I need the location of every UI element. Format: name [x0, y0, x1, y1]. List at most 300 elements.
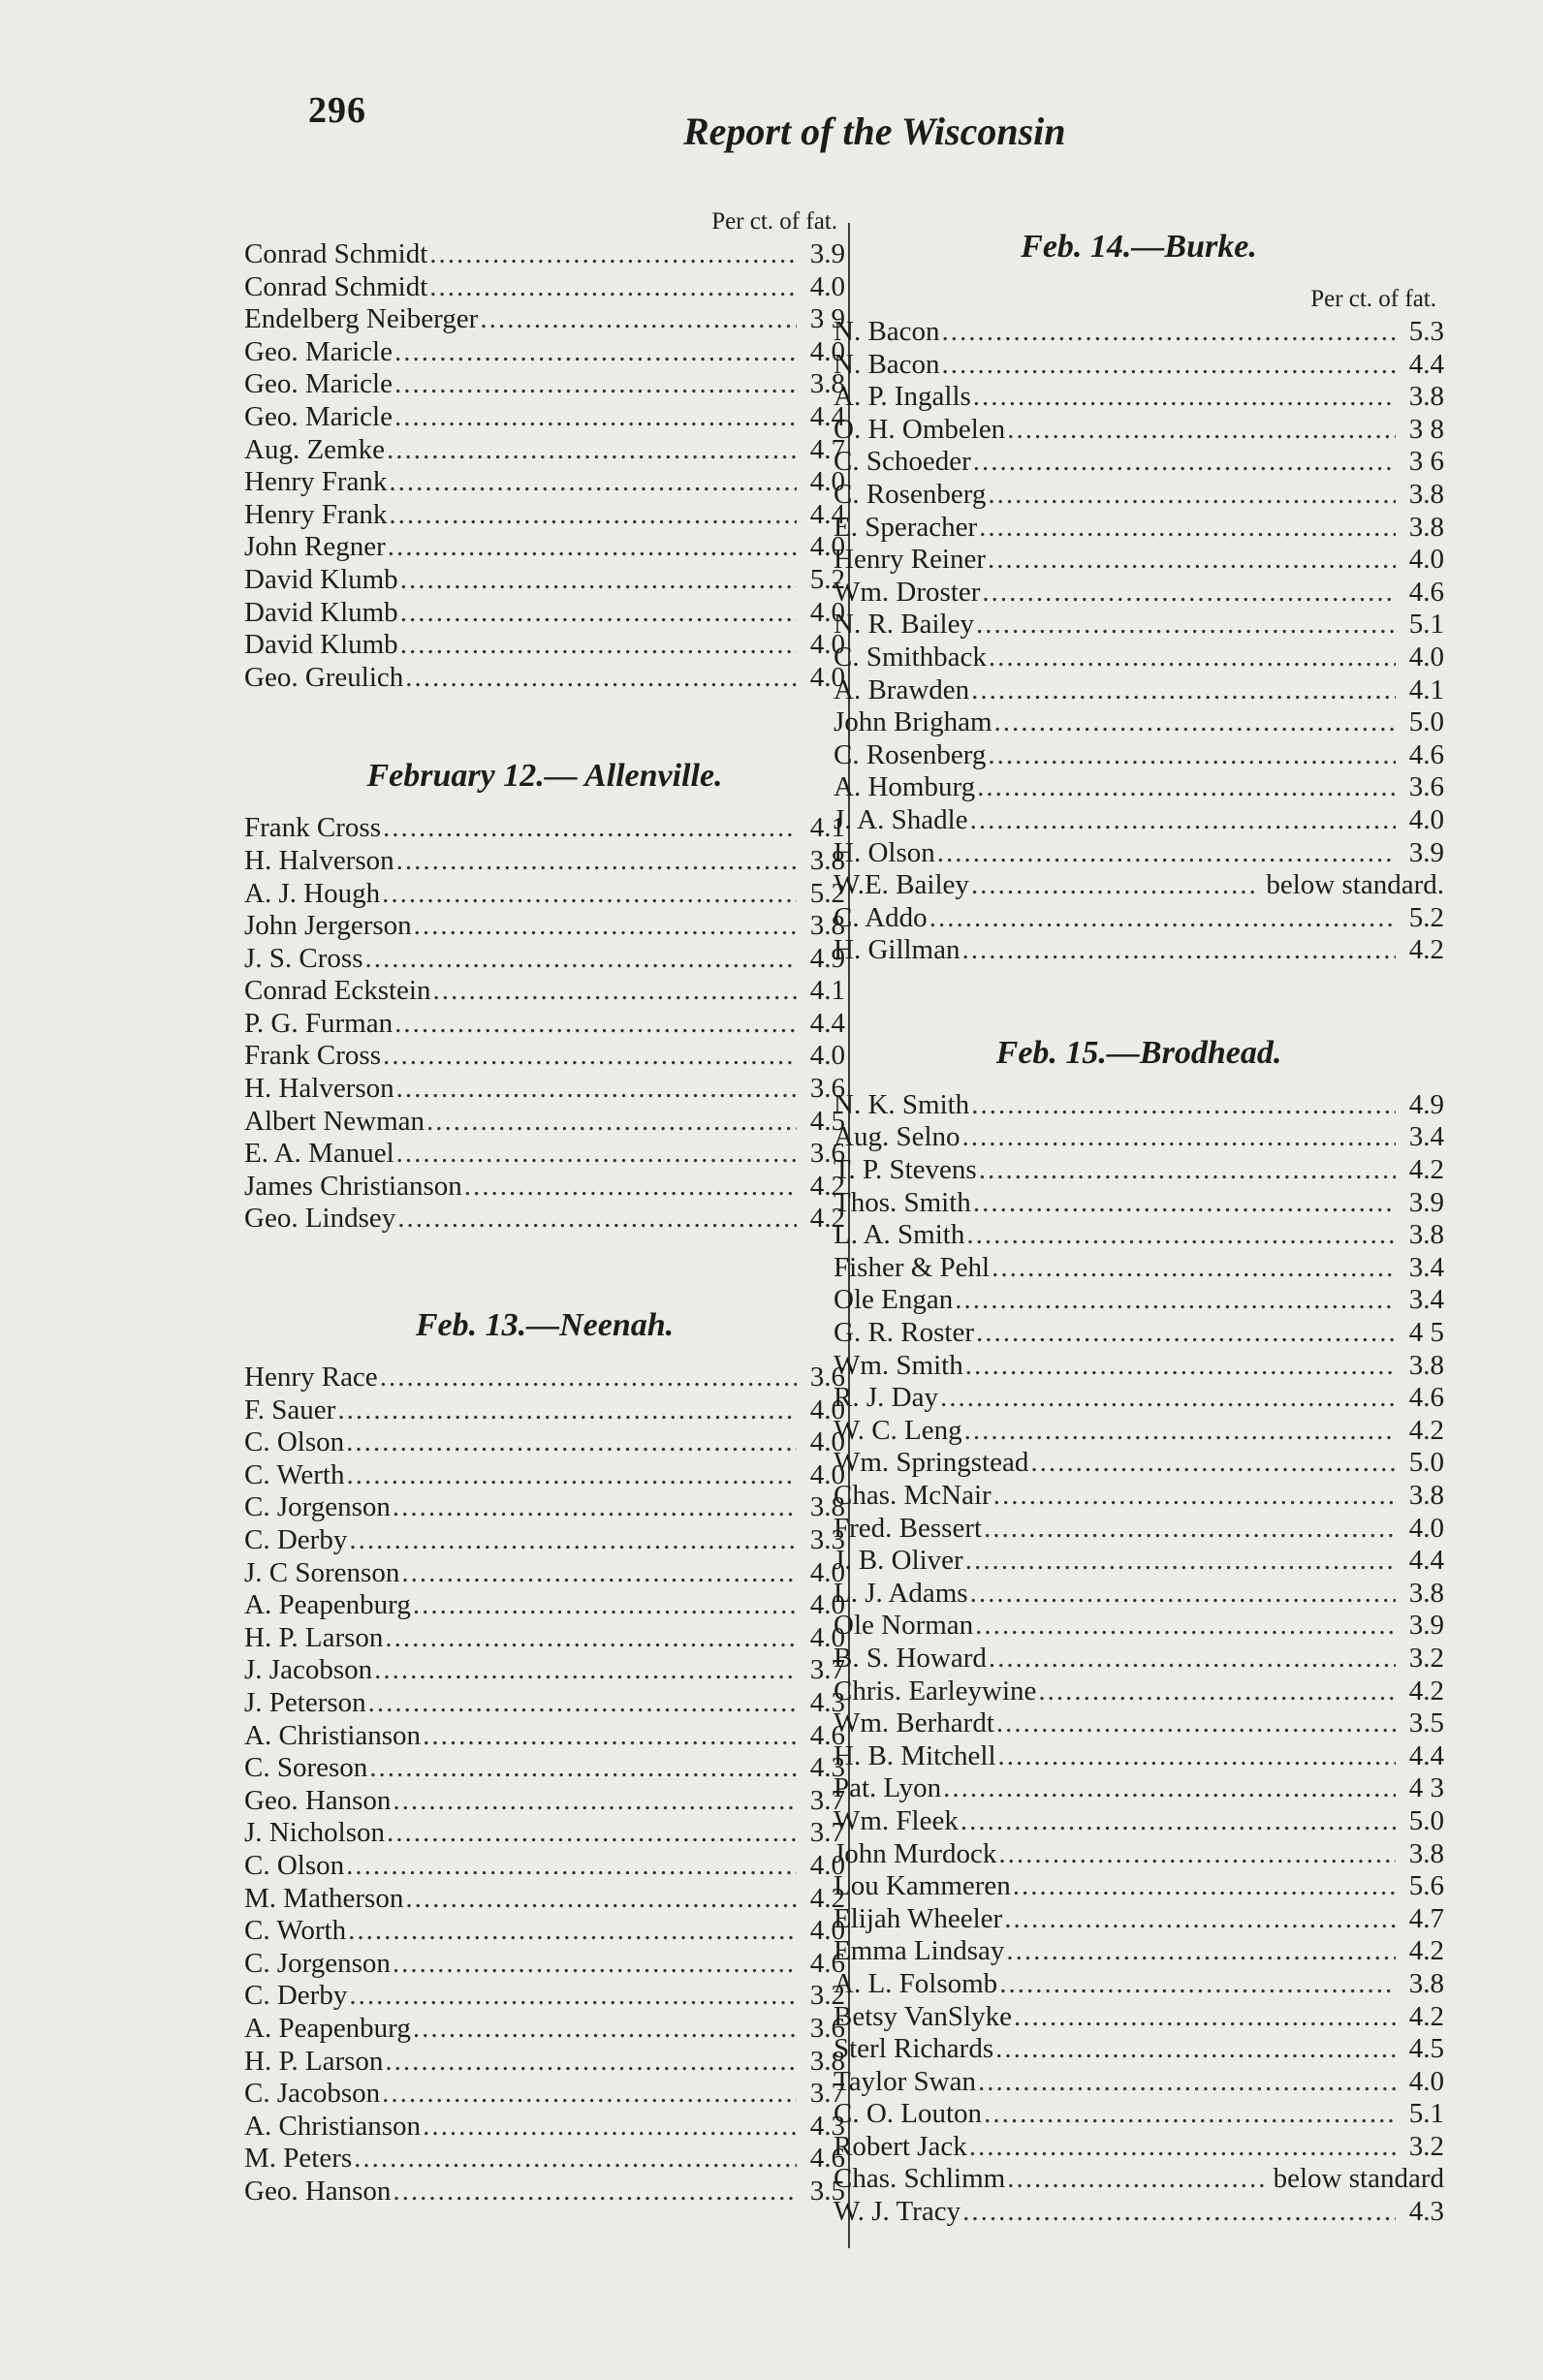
table-row: [244, 1915, 845, 1948]
fat-percentage: 4.7: [809, 433, 845, 465]
patron-name: Chas. McNair: [834, 1480, 992, 1511]
dot-leader: [397, 1203, 797, 1236]
table-row: [244, 434, 845, 467]
fat-percentage: 5.3: [1408, 316, 1444, 347]
table-row: [244, 336, 845, 369]
dot-leader: [423, 2111, 797, 2144]
fat-percentage: below standard: [1273, 2163, 1444, 2195]
table-row: [244, 1040, 845, 1073]
patron-name: Lou Kammeren: [834, 1870, 1011, 1902]
table-row: [834, 1513, 1444, 1546]
fat-percentage: 4.6: [809, 2143, 845, 2175]
left-column: [244, 205, 845, 2208]
dot-leader: [1030, 1447, 1396, 1480]
dot-leader: [973, 1187, 1396, 1220]
fat-percentage: 3.9: [1408, 1186, 1444, 1218]
dot-leader: [998, 1740, 1396, 1773]
patron-name: John Brigham: [834, 706, 992, 738]
table-row: [244, 1557, 845, 1590]
fat-percentage: 3.8: [809, 910, 845, 942]
table-row: [244, 271, 845, 304]
fat-percentage: 3.8: [809, 2045, 845, 2077]
table-row: [244, 401, 845, 434]
table-row: [244, 1362, 845, 1394]
fat-percentage: 4.0: [809, 531, 845, 563]
fat-percentage: 3.8: [1408, 1480, 1444, 1511]
table-row: [834, 381, 1444, 414]
fat-percentage: 3.8: [1408, 1967, 1444, 1999]
fat-percentage: 4.2: [1408, 1154, 1444, 1186]
dot-leader: [965, 1350, 1396, 1383]
table-row: [244, 238, 845, 271]
table-row: [244, 2013, 845, 2046]
dot-leader: [368, 1687, 797, 1720]
fat-percentage: 3.7: [809, 1817, 845, 1849]
dot-leader: [385, 1622, 797, 1655]
patron-name: Geo. Maricle: [244, 368, 393, 400]
fat-percentage: 5.6: [1408, 1870, 1444, 1902]
patron-name: M. Matherson: [244, 1882, 404, 1914]
table-row: [244, 2111, 845, 2144]
dot-leader: [965, 1545, 1396, 1578]
dot-leader: [940, 1382, 1396, 1415]
table-row: [834, 1154, 1444, 1187]
allenville-list: [244, 812, 845, 1236]
fat-percentage: 4.0: [809, 629, 845, 661]
fat-percentage: 4.6: [809, 1947, 845, 1979]
patron-name: Henry Race: [244, 1362, 378, 1394]
table-row: [834, 609, 1444, 642]
dot-leader: [969, 2131, 1396, 2164]
table-row: [244, 943, 845, 976]
fat-percentage: 4.6: [1408, 1382, 1444, 1414]
patron-name: Geo. Greulich: [244, 661, 404, 693]
table-row: [244, 1752, 845, 1785]
patron-name: Ole Engan: [834, 1284, 954, 1316]
patron-name: J. B. Oliver: [834, 1545, 963, 1577]
table-row: [244, 1073, 845, 1106]
patron-name: J. C Sorenson: [244, 1556, 400, 1588]
dot-leader: [943, 1772, 1396, 1805]
dot-leader: [964, 1415, 1396, 1448]
patron-name: C. O. Louton: [834, 2098, 983, 2130]
page-number: 296: [308, 90, 366, 131]
right-column: [834, 225, 1444, 2229]
patron-name: J. Nicholson: [244, 1817, 385, 1849]
dot-leader: [1007, 2163, 1267, 2196]
table-row: [834, 1740, 1444, 1773]
table-row: [834, 414, 1444, 447]
patron-name: Taylor Swan: [834, 2065, 976, 2097]
patron-name: James Christianson: [244, 1170, 462, 1202]
dot-leader: [978, 2066, 1396, 2099]
table-row: [834, 1870, 1444, 1903]
table-row: [834, 1284, 1444, 1317]
table-row: [244, 1459, 845, 1492]
fat-percentage: 4.2: [1408, 1675, 1444, 1707]
dot-leader: [387, 1817, 797, 1850]
neenah-list: [244, 1362, 845, 2208]
table-row: [834, 2098, 1444, 2131]
dot-leader: [382, 2078, 797, 2111]
table-row: [244, 845, 845, 878]
dot-leader: [1007, 414, 1396, 447]
dot-leader: [349, 1524, 797, 1557]
dot-leader: [394, 1008, 797, 1041]
fat-percentage: 4.2: [809, 1170, 845, 1202]
dot-leader: [979, 1154, 1396, 1187]
dot-leader: [389, 499, 797, 532]
patron-name: N. R. Bailey: [834, 609, 974, 641]
fat-percentage: 4.6: [809, 1719, 845, 1751]
dot-leader: [383, 812, 797, 845]
table-row: [244, 1524, 845, 1557]
table-row: [244, 1203, 845, 1236]
fat-percentage: 4.2: [1408, 1935, 1444, 1967]
dot-leader: [995, 2033, 1396, 2066]
dot-leader: [962, 1121, 1397, 1154]
fat-percentage: 3.8: [1408, 1837, 1444, 1869]
table-row: [834, 577, 1444, 610]
table-row: [244, 629, 845, 662]
patron-name: C. Rosenberg: [834, 738, 987, 770]
fat-percentage: 3.7: [809, 1654, 845, 1686]
patron-name: H. Halverson: [244, 1073, 394, 1105]
dot-leader: [973, 446, 1396, 479]
fat-percentage: 4.3: [1408, 2196, 1444, 2228]
patron-name: Endelberg Neiberger: [244, 303, 479, 335]
dot-leader: [989, 1643, 1396, 1675]
table-row: [834, 2131, 1444, 2164]
patron-name: Geo. Lindsey: [244, 1203, 396, 1235]
dot-leader: [396, 1138, 797, 1171]
fat-percentage: 3.2: [809, 1980, 845, 2012]
patron-name: Albert Newman: [244, 1105, 425, 1137]
dot-leader: [405, 1883, 797, 1916]
dot-leader: [400, 629, 797, 662]
fat-percentage: 4.0: [1408, 2065, 1444, 2097]
patron-name: H. B. Mitchell: [834, 1739, 996, 1771]
table-row: [834, 1903, 1444, 1936]
dot-leader: [380, 1362, 797, 1394]
patron-name: H. P. Larson: [244, 2045, 384, 2077]
patron-name: R. J. Day: [834, 1382, 938, 1414]
patron-name: John Jergerson: [244, 910, 412, 942]
table-row: [244, 1817, 845, 1850]
fat-percentage: 5.1: [1408, 2098, 1444, 2130]
fat-percentage: 5.0: [1408, 706, 1444, 738]
patron-name: Elijah Wheeler: [834, 1902, 1003, 1934]
patron-name: Emma Lindsay: [834, 1935, 1005, 1967]
patron-name: A. P. Ingalls: [834, 381, 971, 413]
table-row: [244, 2176, 845, 2208]
dot-leader: [994, 706, 1396, 739]
burke-heading: Feb. 14.—Burke.: [1021, 229, 1257, 265]
patron-name: Wm. Smith: [834, 1349, 963, 1381]
table-row: [834, 446, 1444, 479]
dot-leader: [429, 238, 797, 271]
fat-percentage: 3.8: [1408, 511, 1444, 543]
fat-percentage: 3.5: [809, 2175, 845, 2207]
dot-leader: [346, 1426, 797, 1459]
dot-leader: [1014, 2001, 1396, 2034]
patron-name: A. Christianson: [244, 1719, 422, 1751]
fat-percentage: 5.0: [1408, 1804, 1444, 1836]
table-row: [834, 1252, 1444, 1285]
patron-name: O. H. Ombelen: [834, 413, 1006, 445]
dot-leader: [389, 466, 797, 499]
fat-percentage: 3 9: [809, 303, 845, 335]
fat-percentage: 4.2: [809, 1882, 845, 1914]
table-row: [244, 531, 845, 564]
running-title: Report of the Wisconsin: [683, 110, 1066, 153]
fat-percentage: 3.4: [1408, 1251, 1444, 1283]
dot-leader: [989, 642, 1396, 674]
dot-leader: [955, 1284, 1396, 1317]
table-row: [244, 2046, 845, 2079]
table-row: [244, 1394, 845, 1427]
fat-percentage: 4.6: [1408, 738, 1444, 770]
fat-percentage: 3 8: [1408, 413, 1444, 445]
dot-leader: [962, 934, 1397, 967]
table-row: [834, 2033, 1444, 2066]
fat-percentage: 3.8: [1408, 478, 1444, 510]
fat-percentage: 4.1: [809, 812, 845, 844]
dot-leader: [973, 381, 1396, 414]
patron-name: Fred. Bessert: [834, 1512, 983, 1544]
dot-leader: [393, 1948, 797, 1981]
dot-leader: [413, 1589, 797, 1622]
table-row: [834, 674, 1444, 707]
dot-leader: [393, 1491, 797, 1524]
patron-name: W. C. Leng: [834, 1414, 962, 1446]
table-row: [244, 1687, 845, 1720]
dot-leader: [976, 609, 1396, 642]
dot-leader: [394, 401, 797, 434]
table-row: [834, 1219, 1444, 1252]
fat-percentage: 3.7: [809, 2078, 845, 2110]
table-row: [834, 544, 1444, 577]
table-row: [834, 1935, 1444, 1968]
table-row: [244, 1948, 845, 1981]
dot-leader: [400, 564, 797, 597]
fat-percentage: 4.2: [809, 1203, 845, 1235]
fat-percentage: 4.4: [1408, 1545, 1444, 1577]
patron-name: W.E. Bailey: [834, 869, 969, 901]
dot-leader: [396, 845, 797, 878]
table-row: [244, 1106, 845, 1139]
fat-percentage: 3.6: [809, 1073, 845, 1105]
patron-name: A. Peapenburg: [244, 2012, 411, 2044]
dot-leader: [971, 1089, 1396, 1122]
patron-name: Geo. Hanson: [244, 2175, 392, 2207]
patron-name: N. Bacon: [834, 348, 940, 380]
dot-leader: [354, 2143, 797, 2176]
patron-name: M. Peters: [244, 2143, 353, 2175]
patron-name: Wm. Fleek: [834, 1804, 959, 1836]
patron-name: A. Christianson: [244, 2110, 422, 2142]
table-row: [834, 512, 1444, 545]
table-row: [834, 1707, 1444, 1740]
fat-percentage: 4 5: [1408, 1317, 1444, 1349]
patron-name: Henry Reiner: [834, 544, 987, 576]
patron-name: A. J. Hough: [244, 877, 381, 909]
dot-leader: [349, 1980, 797, 2013]
dot-leader: [1006, 1935, 1396, 1968]
fat-percentage: 3.9: [1408, 836, 1444, 868]
fat-percentage: 3.7: [809, 1784, 845, 1816]
fat-percentage: 3.3: [809, 1524, 845, 1555]
dot-leader: [970, 1578, 1396, 1611]
dot-leader: [998, 1838, 1396, 1871]
dot-leader: [432, 975, 797, 1008]
fat-percentage: 3.6: [809, 2012, 845, 2044]
fat-percentage: 4.0: [1408, 1512, 1444, 1544]
dot-leader: [374, 1654, 797, 1687]
brodhead-list: [834, 1089, 1444, 2229]
fat-percentage: 4.0: [1408, 544, 1444, 576]
dot-leader: [942, 349, 1396, 382]
fat-percentage: 3.8: [809, 368, 845, 400]
dot-leader: [984, 2098, 1396, 2131]
dot-leader: [369, 1752, 797, 1785]
fat-percentage: 4.7: [1408, 1902, 1444, 1934]
dot-leader: [394, 336, 797, 369]
left-column-header: Per ct. of fat.: [711, 208, 837, 235]
fat-percentage: 3.8: [1408, 1349, 1444, 1381]
dot-leader: [971, 674, 1396, 707]
table-row: [244, 368, 845, 401]
fat-percentage: 5.0: [1408, 1447, 1444, 1479]
patron-name: Geo. Hanson: [244, 1784, 392, 1816]
table-row: [244, 564, 845, 597]
burke-list: [834, 316, 1444, 967]
fat-percentage: 4.5: [809, 1105, 845, 1137]
patron-name: C. Olson: [244, 1849, 345, 1881]
fat-percentage: 4.1: [1408, 673, 1444, 705]
patron-name: G. R. Roster: [834, 1317, 974, 1349]
table-row: [244, 1883, 845, 1916]
patron-name: David Klumb: [244, 629, 398, 661]
allenville-heading: February 12.— Allenville.: [366, 758, 723, 795]
patron-name: A. L. Folsomb: [834, 1967, 998, 1999]
table-row: [834, 1675, 1444, 1708]
fat-percentage: 4.2: [1408, 1414, 1444, 1446]
fat-percentage: 3.9: [809, 238, 845, 269]
fat-percentage: 3.6: [809, 1138, 845, 1170]
patron-name: T. P. Stevens: [834, 1154, 977, 1186]
table-row: [834, 2066, 1444, 2099]
fat-percentage: below standard.: [1266, 869, 1444, 901]
dot-leader: [346, 1850, 797, 1883]
dot-leader: [992, 1252, 1396, 1285]
fat-percentage: 4.0: [809, 1394, 845, 1425]
dot-leader: [996, 1707, 1396, 1740]
patron-name: C. Jacobson: [244, 2078, 381, 2110]
patron-name: C. Addo: [834, 901, 928, 933]
fat-percentage: 3.6: [1408, 771, 1444, 803]
patron-name: David Klumb: [244, 563, 398, 595]
fat-percentage: 4.0: [809, 1849, 845, 1881]
dot-leader: [962, 2196, 1396, 2229]
dot-leader: [429, 271, 797, 304]
table-row: [834, 1578, 1444, 1611]
fat-percentage: 3.8: [1408, 1219, 1444, 1251]
table-row: [244, 662, 845, 695]
table-row: [834, 316, 1444, 349]
dot-leader: [413, 2013, 797, 2046]
patron-name: L. J. Adams: [834, 1577, 968, 1609]
dot-leader: [387, 434, 797, 467]
fat-percentage: 4.0: [809, 661, 845, 693]
table-row: [244, 2143, 845, 2176]
fat-percentage: 4.4: [809, 400, 845, 432]
dot-leader: [400, 597, 797, 630]
fat-percentage: 4.0: [809, 1556, 845, 1588]
dot-leader: [966, 1219, 1396, 1252]
dot-leader: [393, 2176, 797, 2208]
table-row: [834, 642, 1444, 674]
fat-percentage: 4.0: [809, 1458, 845, 1490]
dot-leader: [960, 1805, 1396, 1838]
table-row: [834, 349, 1444, 382]
patron-name: E. A. Manuel: [244, 1138, 394, 1170]
patron-name: J. A. Shadle: [834, 803, 968, 835]
first-group-list: [244, 238, 845, 694]
fat-percentage: 4.0: [809, 1589, 845, 1621]
table-row: [834, 706, 1444, 739]
table-row: [834, 1317, 1444, 1350]
fat-percentage: 4.0: [809, 335, 845, 367]
dot-leader: [382, 878, 797, 911]
dot-leader: [405, 662, 797, 695]
fat-percentage: 3.8: [1408, 1577, 1444, 1609]
patron-name: Aug. Zemke: [244, 433, 385, 465]
table-row: [244, 1138, 845, 1171]
table-row: [244, 1850, 845, 1883]
patron-name: C. Jorgenson: [244, 1491, 391, 1523]
fat-percentage: 4.9: [1408, 1088, 1444, 1120]
dot-leader: [388, 531, 797, 564]
fat-percentage: 4.0: [809, 1915, 845, 1947]
fat-percentage: 3.8: [1408, 381, 1444, 413]
fat-percentage: 4.0: [809, 270, 845, 302]
patron-name: C. Rosenberg: [834, 478, 987, 510]
patron-name: Henry Frank: [244, 466, 388, 498]
dot-leader: [937, 837, 1396, 870]
brodhead-heading: Feb. 15.—Brodhead.: [995, 1034, 1282, 1071]
patron-name: Wm. Berhardt: [834, 1707, 994, 1739]
patron-name: Frank Cross: [244, 812, 381, 844]
table-row: [834, 771, 1444, 804]
table-row: [244, 1785, 845, 1818]
dot-leader: [984, 1513, 1396, 1546]
patron-name: A. Brawden: [834, 673, 970, 705]
patron-name: H. Halverson: [244, 844, 394, 876]
dot-leader: [414, 910, 797, 943]
fat-percentage: 4.4: [809, 1007, 845, 1039]
fat-percentage: 5.2: [809, 563, 845, 595]
patron-name: E. Speracher: [834, 511, 978, 543]
fat-percentage: 4.0: [809, 466, 845, 498]
table-row: [244, 2078, 845, 2111]
dot-leader: [999, 1968, 1396, 2001]
dot-leader: [988, 739, 1396, 772]
table-row: [834, 1610, 1444, 1643]
table-row: [834, 1838, 1444, 1871]
dot-leader: [394, 368, 797, 401]
dot-leader: [976, 1317, 1396, 1350]
